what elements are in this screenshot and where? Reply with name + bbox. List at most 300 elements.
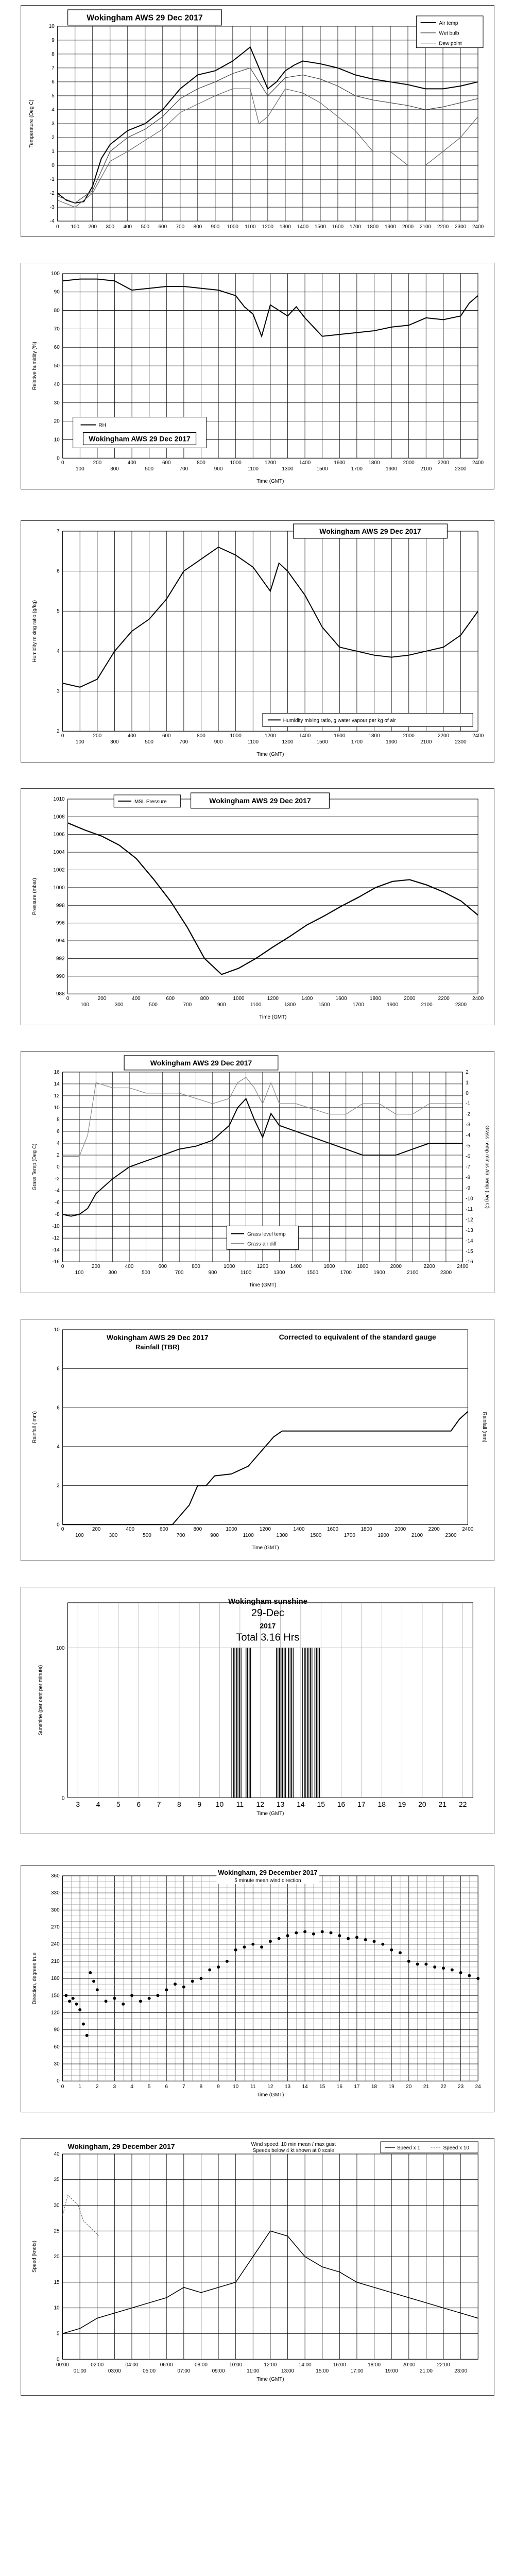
rain-series-line: [63, 1412, 468, 1524]
wdir-xtick: 6: [165, 2084, 168, 2090]
rh-xtick: 2200: [437, 460, 449, 466]
wdir-point: [260, 1945, 263, 1948]
grass-xtick: 2000: [390, 1264, 402, 1270]
grass-ytick-right: 2: [466, 1069, 469, 1075]
rain-xtick: 600: [159, 1527, 168, 1533]
grass-xtick: 100: [75, 1270, 84, 1276]
grass-ytick: -14: [52, 1247, 60, 1253]
wdir-point: [148, 1997, 151, 2000]
pres-title: Wokingham AWS 29 Dec 2017: [209, 796, 311, 805]
rh-xtick: 800: [197, 460, 205, 466]
rh-xtick: 2400: [472, 460, 484, 466]
temp-xtick: 0: [56, 224, 59, 230]
rain-xtick: 1200: [259, 1527, 271, 1533]
rain-xtick: 1100: [243, 1533, 254, 1539]
rh-ylabel: Relative humidity (%): [31, 342, 38, 391]
wdir-ytick: 90: [54, 2027, 60, 2033]
wspd-xtick: 11:00: [247, 2368, 260, 2375]
pres-xtick: 2100: [421, 1002, 433, 1008]
humidity-chart-svg: [21, 263, 494, 489]
mix-xtick: 1600: [334, 733, 346, 739]
wdir-point: [251, 1943, 254, 1946]
mix-xtick: 2200: [437, 733, 450, 739]
wspd-xtick: 09:00: [212, 2368, 225, 2375]
wspd-xtick: 08:00: [194, 2362, 208, 2368]
rain-xtick: 1900: [377, 1533, 389, 1539]
pres-ytick: 990: [56, 973, 65, 979]
sun-title: Wokingham sunshine: [228, 1597, 307, 1606]
wdir-xtick: 8: [199, 2084, 203, 2090]
pres-series-line: [68, 823, 478, 974]
sun-xtick: 18: [377, 1800, 386, 1809]
rain-xtick: 1600: [327, 1527, 339, 1533]
pres-xtick: 1700: [352, 1002, 364, 1008]
wspd-xtick: 19:00: [385, 2368, 398, 2375]
wspd-xtick: 14:00: [298, 2362, 312, 2368]
pres-xtick: 900: [217, 1002, 226, 1008]
rain-xtick: 1400: [293, 1527, 305, 1533]
wdir-point: [433, 1965, 436, 1969]
grass-ytick-right: -5: [466, 1143, 471, 1149]
rain-xtick: 400: [126, 1527, 135, 1533]
rh-xtick: 700: [179, 466, 188, 472]
rh-ytick: 80: [54, 308, 60, 314]
temp-ytick: 0: [52, 163, 55, 169]
wdir-point: [399, 1951, 402, 1954]
pres-ytick: 1002: [53, 867, 65, 873]
wdir-xlabel: Time (GMT): [256, 2092, 284, 2098]
temp-xtick: 1700: [349, 224, 362, 230]
wdir-xtick: 19: [388, 2084, 394, 2090]
wdir-point: [347, 1937, 350, 1940]
rainfall-chart: [21, 1319, 494, 1561]
wspd-ytick: 0: [56, 2357, 60, 2363]
temp-xtick: 800: [193, 224, 202, 230]
grass-xlabel: Time (GMT): [249, 1282, 277, 1289]
wspd-ytick: 10: [54, 2305, 60, 2311]
temp-legend-label: Air temp: [439, 20, 458, 26]
temp-ytick: 7: [52, 65, 55, 71]
grass-ytick-right: 1: [466, 1080, 469, 1086]
temp-ytick: 8: [52, 51, 55, 57]
rh-xtick: 300: [110, 466, 119, 472]
temp-ytick: 5: [52, 93, 55, 99]
rain-xtick: 800: [193, 1527, 202, 1533]
sun-xtick: 12: [256, 1800, 264, 1809]
wdir-ytick: 30: [54, 2061, 60, 2067]
rh-xtick: 2300: [455, 466, 467, 472]
sun-xtick: 19: [398, 1800, 406, 1809]
temp-xtick: 2200: [437, 224, 449, 230]
wspd-title: Wokingham, 29 December 2017: [67, 2142, 175, 2150]
grass-xtick: 2200: [423, 1264, 435, 1270]
temp-legend-label: Dew point: [439, 41, 462, 47]
rain-xtick: 1300: [276, 1533, 288, 1539]
pres-xtick: 1800: [369, 996, 382, 1002]
sun-xtick: 22: [458, 1800, 467, 1809]
wdir-xtick: 10: [233, 2084, 239, 2090]
wind-speed-chart-svg: [21, 2139, 494, 2395]
wdir-point: [199, 1977, 202, 1980]
grass-ytick: -16: [52, 1259, 60, 1265]
wspd-xtick: 18:00: [368, 2362, 381, 2368]
wdir-point: [191, 1980, 194, 1983]
mix-ytick: 3: [57, 688, 60, 694]
temp-ytick: -2: [49, 191, 55, 197]
mix-xtick: 600: [162, 733, 171, 739]
mix-xtick: 1100: [247, 739, 259, 745]
grass-ytick: 12: [54, 1093, 60, 1099]
grass-xtick: 400: [125, 1264, 134, 1270]
wdir-ytick: 60: [54, 2044, 60, 2050]
mix-xtick: 2400: [472, 733, 484, 739]
wdir-ylabel: Direction, degrees true: [31, 1952, 38, 2005]
mix-xtick: 1500: [316, 739, 328, 745]
wdir-ytick: 270: [51, 1924, 60, 1930]
grass-ytick: -10: [52, 1224, 60, 1230]
wspd-ytick: 15: [54, 2279, 60, 2285]
wspd-xtick: 06:00: [160, 2362, 173, 2368]
wdir-point: [139, 1999, 142, 2003]
rain-xtick: 100: [75, 1533, 84, 1539]
grass-xtick: 1800: [357, 1264, 369, 1270]
wdir-point: [381, 1943, 384, 1946]
rain-xtick: 2400: [462, 1527, 474, 1533]
pres-xtick: 400: [132, 996, 141, 1002]
rain-xtick: 1500: [310, 1533, 322, 1539]
pres-ytick: 1000: [53, 885, 65, 891]
sun-ytick: 0: [62, 1795, 65, 1802]
temperature-chart-svg: [21, 6, 494, 236]
rh-ytick: 70: [54, 326, 60, 332]
temp-xtick: 1400: [297, 224, 308, 230]
mix-xtick: 2300: [455, 739, 467, 745]
grass-ytick: 16: [54, 1069, 60, 1075]
temp-ytick: 1: [52, 149, 55, 155]
temp-ytick: 3: [52, 121, 55, 127]
wdir-point: [442, 1967, 445, 1970]
grass-ytick-right: -9: [466, 1185, 471, 1191]
sunshine-chart: [21, 1587, 494, 1834]
mix-ytick: 6: [57, 568, 60, 574]
wdir-ytick: 330: [51, 1890, 60, 1896]
rh-ytick: 0: [57, 455, 60, 462]
wdir-xtick: 24: [475, 2084, 481, 2090]
pres-ytick: 996: [56, 920, 65, 926]
humidity-chart: [21, 263, 494, 489]
pres-legend-label: MSL Pressure: [134, 799, 167, 805]
wdir-xtick: 15: [319, 2084, 325, 2090]
grass-temp-chart: [21, 1051, 494, 1293]
sun-xtick: 16: [337, 1800, 346, 1809]
wspd-ylabel: Speed (knots): [31, 2241, 38, 2273]
rh-title: Wokingham AWS 29 Dec 2017: [89, 434, 191, 443]
rh-ytick: 60: [54, 345, 60, 351]
grass-ytick: -12: [52, 1235, 60, 1242]
temp-legend-label: Wet bulb: [439, 30, 459, 37]
wdir-point: [156, 1994, 159, 1997]
temp-xtick: 2000: [402, 224, 414, 230]
wspd-xtick: 07:00: [177, 2368, 191, 2375]
rh-ytick: 90: [54, 289, 60, 295]
pres-xtick: 2300: [455, 1002, 467, 1008]
grass-ytick-right: -4: [466, 1132, 471, 1139]
mix-xtick: 1000: [230, 733, 242, 739]
pres-ytick: 998: [56, 903, 65, 909]
rh-ytick: 10: [54, 437, 60, 443]
temp-xtick: 900: [211, 224, 220, 230]
rh-xtick: 2000: [403, 460, 415, 466]
mix-xtick: 900: [214, 739, 223, 745]
sun-xtick: 21: [438, 1800, 447, 1809]
mix-xtick: 1900: [386, 739, 398, 745]
wdir-subtitle: 5 minute mean wind direction: [234, 1877, 301, 1884]
rain-ytick: 8: [57, 1366, 60, 1372]
wdir-point: [303, 1930, 306, 1933]
grass-xtick: 1600: [323, 1264, 335, 1270]
temp-ytick: -3: [49, 205, 55, 211]
rh-xtick: 400: [127, 460, 136, 466]
wdir-point: [459, 1971, 462, 1974]
rh-xtick: 1300: [282, 466, 294, 472]
wdir-xtick: 22: [440, 2084, 447, 2090]
grass-xtick: 2300: [440, 1270, 452, 1276]
temp-xtick: 2400: [472, 224, 484, 230]
wspd-xtick: 02:00: [91, 2362, 104, 2368]
mix-ytick: 4: [57, 648, 60, 654]
wdir-title: Wokingham, 29 December 2017: [218, 1868, 318, 1876]
wspd-xtick: 15:00: [316, 2368, 329, 2375]
pres-xtick: 500: [149, 1002, 158, 1008]
rain-xlabel: Time (GMT): [251, 1545, 279, 1551]
pres-ylabel: Pressure (mbar): [31, 878, 38, 915]
rain-subtitle: Rainfall (TBR): [135, 1343, 180, 1351]
grass-ytick-right: -12: [466, 1217, 473, 1223]
sun-xtick: 8: [177, 1800, 181, 1809]
sun-xtick: 6: [136, 1800, 141, 1809]
grass-ytick-right: -3: [466, 1122, 471, 1128]
rain-xtick: 300: [109, 1533, 118, 1539]
mix-xtick: 1200: [264, 733, 276, 739]
wdir-xtick: 4: [130, 2084, 133, 2090]
mix-xtick: 2100: [420, 739, 432, 745]
wdir-point: [355, 1936, 358, 1939]
grass-ytick: -2: [55, 1176, 60, 1182]
rh-xtick: 2100: [420, 466, 432, 472]
mix-ytick: 7: [57, 528, 60, 534]
mix-xtick: 1800: [368, 733, 380, 739]
temp-ytick: 6: [52, 79, 55, 85]
grass-xtick: 1900: [373, 1270, 385, 1276]
pres-xtick: 200: [97, 996, 107, 1002]
rain-title: Wokingham AWS 29 Dec 2017: [107, 1333, 209, 1342]
pres-xtick: 1500: [318, 1002, 330, 1008]
grass-ytick-right: 0: [466, 1090, 469, 1096]
wspd-xtick: 01:00: [73, 2368, 87, 2375]
sun-xtick: 13: [276, 1800, 285, 1809]
wspd-xlabel: Time (GMT): [256, 2377, 284, 2383]
wdir-xtick: 14: [302, 2084, 308, 2090]
temperature-chart: [21, 5, 494, 237]
sun-xtick: 7: [157, 1800, 161, 1809]
temp-ytick: 4: [52, 107, 55, 113]
wdir-point: [286, 1934, 289, 1937]
rain-xtick: 2000: [394, 1527, 406, 1533]
sun-xtick: 15: [317, 1800, 325, 1809]
sun-xtick: 11: [236, 1800, 244, 1809]
wspd-subtitle: Wind speed: 10 min mean / max gust: [251, 2141, 336, 2147]
rain-xtick: 900: [210, 1533, 219, 1539]
wspd-xtick: 04:00: [125, 2362, 139, 2368]
temp-xtick: 2100: [419, 224, 432, 230]
wdir-ytick: 240: [51, 1941, 60, 1947]
wdir-point: [89, 1971, 92, 1974]
mix-xtick: 200: [93, 733, 102, 739]
grass-ytick: 2: [57, 1153, 60, 1159]
wspd-xtick: 20:00: [402, 2362, 416, 2368]
pres-xtick: 2200: [438, 996, 450, 1002]
temp-xtick: 1200: [262, 224, 273, 230]
grass-ytick: 4: [57, 1140, 60, 1146]
grass-ylabel-right: Grass Temp minus Air Temp (Deg C): [484, 1125, 490, 1209]
rh-xtick: 1700: [351, 466, 363, 472]
wdir-xtick: 16: [336, 2084, 342, 2090]
wdir-point: [278, 1937, 281, 1940]
wspd-annotation: Speeds below 4 kt shown at 0 scale: [252, 2147, 334, 2154]
mix-xtick: 300: [110, 739, 119, 745]
pres-xtick: 1200: [267, 996, 279, 1002]
wspd-xtick: 13:00: [281, 2368, 294, 2375]
mix-xtick: 500: [145, 739, 153, 745]
pres-xtick: 1900: [387, 1002, 399, 1008]
mix-xtick: 2000: [403, 733, 415, 739]
wdir-ytick: 150: [51, 1993, 60, 1999]
temp-ytick: -4: [49, 218, 55, 225]
rh-ytick: 100: [51, 270, 60, 277]
pres-xtick: 1100: [250, 1002, 262, 1008]
wspd-xtick: 22:00: [437, 2362, 450, 2368]
wdir-point: [92, 1980, 95, 1983]
wdir-point: [72, 1997, 75, 2000]
pres-xlabel: Time (GMT): [259, 1014, 287, 1021]
grass-ytick: 8: [57, 1116, 60, 1123]
wspd-xtick: 03:00: [108, 2368, 121, 2375]
rainfall-chart-svg: [21, 1319, 494, 1561]
wdir-point: [373, 1940, 376, 1943]
wdir-point: [321, 1930, 324, 1933]
sun-xtick: 20: [418, 1800, 426, 1809]
wspd-xtick: 10:00: [229, 2362, 243, 2368]
grass-xtick: 600: [158, 1264, 167, 1270]
mix-xtick: 100: [75, 739, 84, 745]
pres-xtick: 1400: [301, 996, 313, 1002]
pres-plot-area: [68, 799, 478, 994]
wdir-ytick: 210: [51, 1958, 60, 1964]
grass-xtick: 0: [61, 1264, 64, 1270]
wspd-legend-label: Speed x 10: [443, 2145, 469, 2151]
wdir-xtick: 1: [78, 2084, 81, 2090]
wind-speed-chart: [21, 2138, 494, 2396]
grass-ytick-right: -15: [466, 1248, 473, 1255]
pres-xtick: 300: [114, 1002, 124, 1008]
wdir-xtick: 2: [96, 2084, 99, 2090]
temp-xtick: 1300: [279, 224, 291, 230]
rain-xtick: 2200: [428, 1527, 440, 1533]
pres-xtick: 100: [80, 1002, 90, 1008]
sun-xtick: 14: [297, 1800, 305, 1809]
wdir-point: [269, 1940, 272, 1943]
wspd-xtick: 00:00: [56, 2362, 69, 2368]
grass-xtick: 1100: [240, 1270, 252, 1276]
rain-ylabel-right: Rainfall (mm): [482, 1412, 488, 1443]
pres-xtick: 1000: [233, 996, 245, 1002]
temp-xtick: 1500: [314, 224, 327, 230]
grass-ytick: 0: [57, 1164, 60, 1171]
rain-plot-area: [63, 1330, 468, 1524]
wdir-ytick: 360: [51, 1873, 60, 1879]
rh-ytick: 50: [54, 363, 60, 369]
mix-xlabel: Time (GMT): [256, 752, 284, 758]
wdir-point: [338, 1934, 341, 1937]
wdir-point: [364, 1938, 367, 1941]
wdir-point: [416, 1962, 419, 1965]
temp-xtick: 700: [176, 224, 185, 230]
grass-xtick: 200: [92, 1264, 100, 1270]
wind-direction-chart-svg: [21, 1866, 494, 2112]
wdir-point: [182, 1986, 185, 1989]
wdir-ytick: 180: [51, 1976, 60, 1982]
wdir-xtick: 9: [217, 2084, 220, 2090]
pres-xtick: 1300: [284, 1002, 296, 1008]
mixing-ratio-chart-svg: [21, 521, 494, 762]
wdir-point: [82, 2023, 85, 2026]
temp-ylabel: Temperature (Deg C): [28, 99, 35, 148]
rain-xtick: 1700: [344, 1533, 355, 1539]
pres-ytick: 992: [56, 956, 65, 962]
mix-legend-label: Humidity mixing ratio, g water vapour per kg of air: [283, 718, 396, 724]
wspd-xtick: 17:00: [350, 2368, 364, 2375]
wspd-ytick: 40: [54, 2151, 60, 2157]
mix-title: Wokingham AWS 29 Dec 2017: [319, 527, 421, 535]
grass-legend-label: Grass-air diff: [247, 1241, 277, 1247]
pres-xtick: 800: [200, 996, 209, 1002]
grass-ytick-right: -8: [466, 1175, 471, 1181]
mixing-ratio-chart: [21, 520, 494, 762]
wdir-xtick: 20: [406, 2084, 412, 2090]
rh-xtick: 1500: [316, 466, 328, 472]
grass-temp-chart-svg: [21, 1052, 494, 1293]
grass-ytick-right: -2: [466, 1111, 471, 1117]
grass-ytick: 14: [54, 1081, 60, 1087]
sun-xtick: 3: [76, 1800, 80, 1809]
wdir-xtick: 17: [354, 2084, 360, 2090]
wdir-xtick: 12: [267, 2084, 273, 2090]
grass-xtick: 1000: [224, 1264, 235, 1270]
sun-total: Total 3.16 Hrs: [236, 1632, 300, 1643]
grass-xtick: 800: [192, 1264, 200, 1270]
temp-xtick: 1900: [384, 224, 397, 230]
mix-xtick: 1300: [282, 739, 294, 745]
grass-xtick: 700: [175, 1270, 184, 1276]
grass-xtick: 500: [142, 1270, 150, 1276]
wdir-point: [64, 1994, 67, 1997]
grass-xtick: 1300: [273, 1270, 285, 1276]
grass-xtick: 1500: [306, 1270, 319, 1276]
mix-ytick: 5: [57, 608, 60, 615]
wdir-point: [105, 1999, 108, 2003]
wspd-series-line: [63, 2195, 99, 2236]
temp-ytick: -1: [49, 177, 55, 183]
